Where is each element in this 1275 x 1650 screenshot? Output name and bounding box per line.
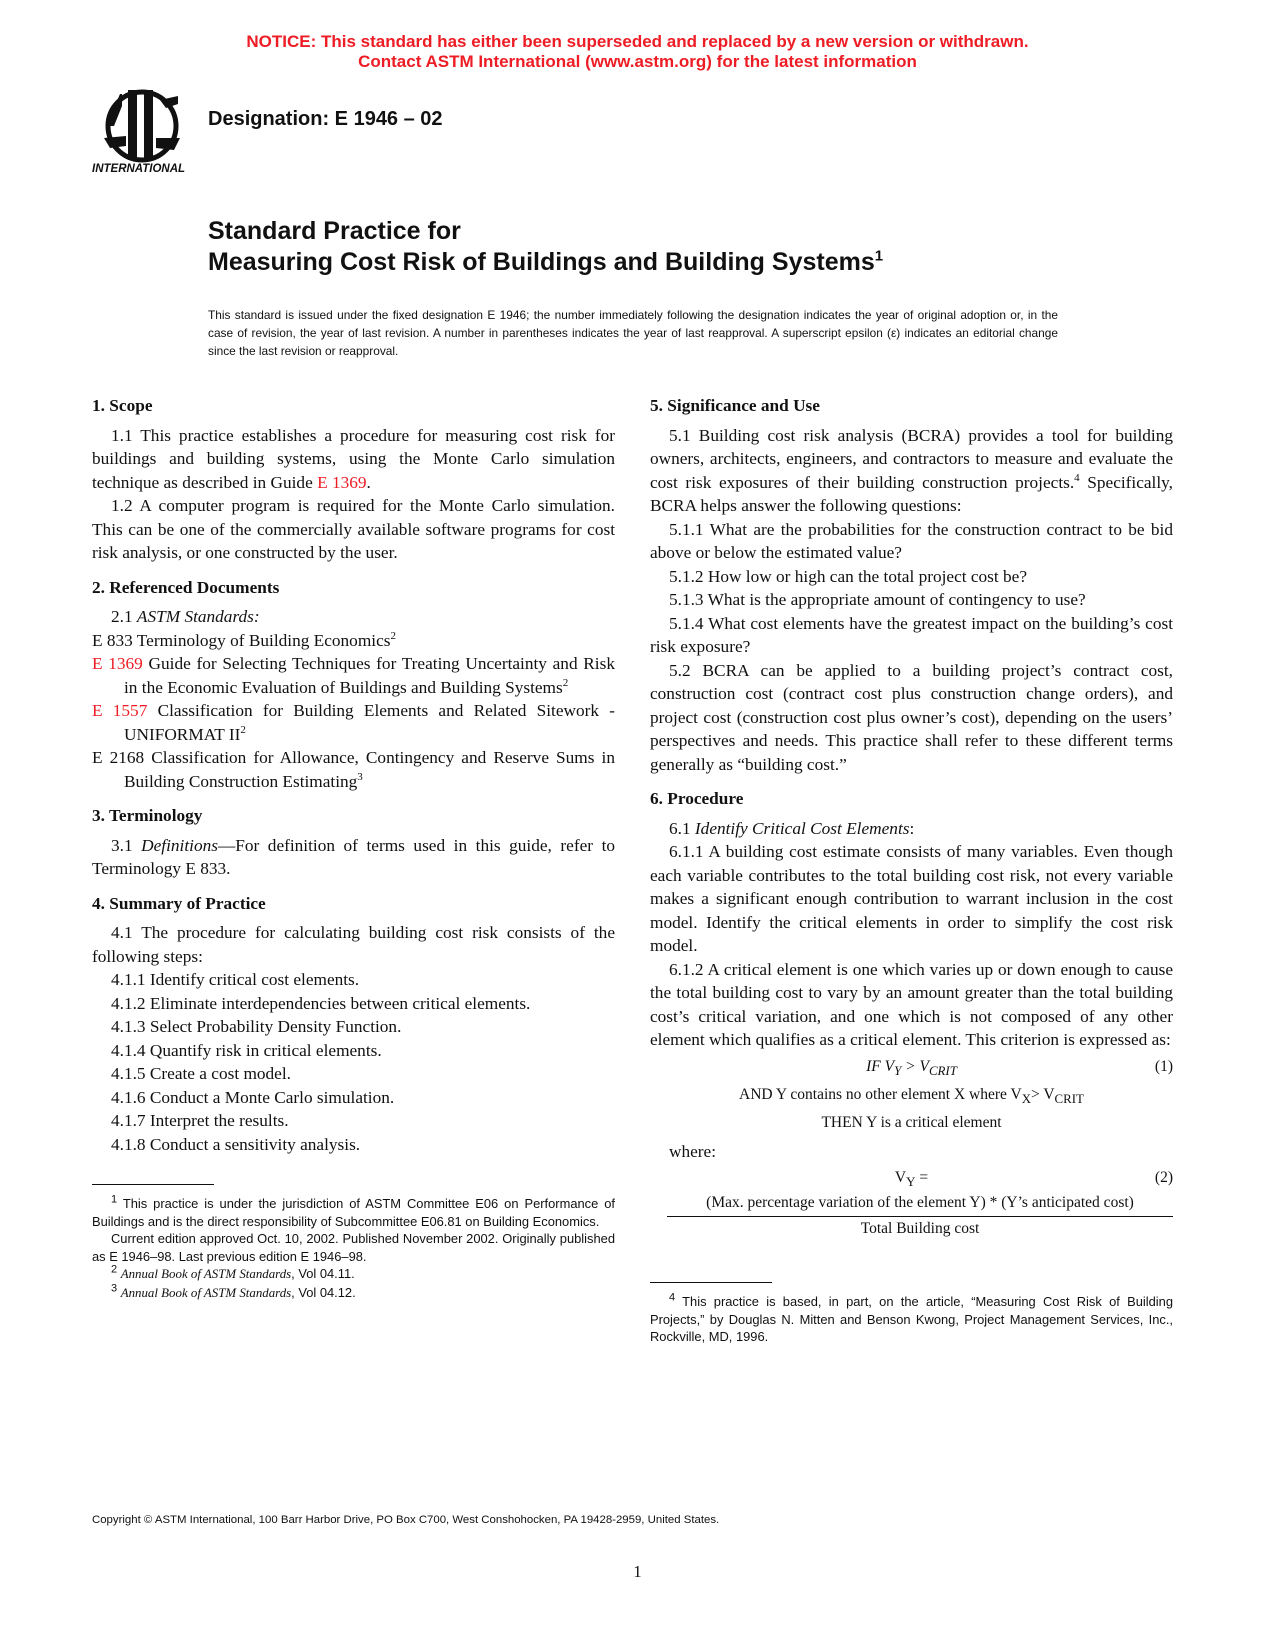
section-5-heading: 5. Significance and Use xyxy=(650,396,820,415)
reference-e2168-text: E 2168 Classification for Allowance, Contingency and Reserve Sums in Building Construction Estimating xyxy=(92,748,615,791)
section-2-1-italic: ASTM Standards: xyxy=(136,607,260,626)
equation-1-line-3 xyxy=(650,1108,1173,1136)
eq2-numerator: (Max. percentage variation of the element Y) * (Y’s anticipated cost) xyxy=(667,1191,1173,1217)
notice-line-2: Contact ASTM International (www.astm.org) for the latest information xyxy=(358,52,917,71)
question-5-1-2: 5.1.2 How low or high can the total project cost be? xyxy=(669,566,1028,586)
section-5-1-text-b: Specifically, BCRA helps answer the following questions: xyxy=(650,472,1173,515)
step-4-1-8: 4.1.8 Conduct a sensitivity analysis. xyxy=(111,1134,361,1154)
footnote-3 xyxy=(92,1284,615,1303)
section-1-1-text: 1.1 This practice establishes a procedure for measuring cost risk for buildings and building systems, using the Monte Carlo simulation technique as described in Guide xyxy=(92,425,615,492)
equation-1-line-2 xyxy=(650,1080,1173,1108)
question-5-1-3: 5.1.3 What is the appropriate amount of contingency to use? xyxy=(669,590,1086,609)
title-footnote-mark: 1 xyxy=(874,247,884,265)
section-1-1-end: . xyxy=(366,472,371,492)
section-5-2: 5.2 BCRA can be applied to a building project’s contract cost, construction cost (contract cost plus construction change orders), and project cost (construction cost plus owner’s cost), depending on the users’ perspectives and needs. This practice shall refer to these different terms generally as “building cost.” xyxy=(650,660,1173,774)
footnote-4 xyxy=(650,1293,1173,1346)
reference-e1369 xyxy=(92,652,615,699)
step-4-1-1: 4.1.1 Identify critical cost elements. xyxy=(111,970,360,989)
footnote-1-mark: 1 xyxy=(111,1193,118,1206)
question-5-1-4: 5.1.4 What cost elements have the greatest impact on the building’s cost risk exposure? xyxy=(650,613,1173,656)
section-6-1-colon: : xyxy=(909,818,915,838)
question-5-1-1: 5.1.1 What are the probabilities for the construction contract to be bid above or below the estimated value? xyxy=(650,519,1173,562)
section-6-1-2: 6.1.2 A critical element is one which varies up or down enough to cause the total building cost to vary by an amount greater than the total building cost’s critical variation, and one which is not composed of any other element which qualifies as a critical element. This criterion is expressed as: xyxy=(650,959,1173,1049)
footnote-2-mark: 2 xyxy=(111,1263,118,1276)
section-3-heading: 3. Terminology xyxy=(92,806,203,825)
footnote-4-text: This practice is based, in part, on the article, “Measuring Cost Risk of Building Projects,” by Douglas N. Mitten and Benson Kwong, Project Management Services, Inc., Rockville, MD, 1996. xyxy=(650,1294,1173,1344)
equation-2-number: (2) xyxy=(1154,1169,1173,1186)
section-3-1-num: 3.1 xyxy=(111,835,142,855)
footnote-2 xyxy=(92,1265,615,1284)
step-4-1-6: 4.1.6 Conduct a Monte Carlo simulation. xyxy=(111,1087,395,1107)
section-1-1 xyxy=(92,424,615,495)
astm-logo-icon xyxy=(92,86,196,182)
eq1-if: IF V xyxy=(866,1057,895,1075)
title-line-2-text: Measuring Cost Risk of Buildings and Building Systems xyxy=(208,248,875,276)
issuance-note: This standard is issued under the fixed designation E 1946; the number immediately following the designation indicates the year of original adoption or, in the case of revision, the year of last revision. A number in parentheses indicates the year of last reapproval. A superscript epsilon (ε) indicates an editorial change since the last revision or reapproval. xyxy=(208,308,1058,358)
section-1-heading: 1. Scope xyxy=(92,396,153,415)
copyright: Copyright © ASTM International, 100 Barr Harbor Drive, PO Box C700, West Conshohocken, PA 19428-2959, United States. xyxy=(92,1514,720,1526)
reference-e833-text: E 833 Terminology of Building Economics xyxy=(92,630,391,650)
equation-1-condition xyxy=(650,1055,1173,1083)
footnote-2-text: , Vol 04.11. xyxy=(291,1266,355,1281)
footnote-3-mark: 3 xyxy=(111,1282,118,1295)
reference-e2168-sup: 3 xyxy=(357,770,363,783)
right-column xyxy=(650,394,1173,1346)
eq1-line2-a: AND Y contains no other element X where V xyxy=(739,1085,1022,1103)
footnote-3-text: , Vol 04.12. xyxy=(291,1284,356,1300)
equation-1-line-2-text xyxy=(650,1083,1173,1111)
eq2-denominator: Total Building cost xyxy=(860,1219,980,1237)
reference-e833-sup: 2 xyxy=(390,629,396,642)
document-title xyxy=(208,216,883,278)
equation-2-fraction xyxy=(667,1191,1173,1240)
footnote-2-italic: Annual Book of ASTM Standards xyxy=(120,1267,292,1281)
equation-1-number: (1) xyxy=(1154,1057,1173,1075)
section-2-heading: 2. Referenced Documents xyxy=(92,577,280,597)
astm-logo xyxy=(92,86,196,182)
link-e1369[interactable]: E 1369 xyxy=(317,472,367,492)
footnote-3-italic: Annual Book of ASTM Standards xyxy=(120,1285,292,1300)
eq1-line2-sub-x: X xyxy=(1021,1090,1032,1106)
eq1-sub-y: Y xyxy=(894,1062,902,1078)
reference-e1557-sup: 2 xyxy=(240,723,246,736)
section-6-1-italic: Identify Critical Cost Elements xyxy=(694,818,910,838)
section-3-1 xyxy=(92,834,615,881)
reference-e1557 xyxy=(92,699,615,746)
section-3-1-text: —For definition of terms used in this guide, refer to Terminology E 833. xyxy=(92,835,616,878)
step-4-1-3: 4.1.3 Select Probability Density Function. xyxy=(111,1017,402,1036)
step-4-1-4: 4.1.4 Quantify risk in critical elements. xyxy=(111,1040,382,1060)
link-e1557-ref[interactable]: E 1557 xyxy=(92,701,148,720)
footnote-1 xyxy=(92,1195,615,1230)
notice-banner xyxy=(0,32,1275,72)
footnote-1-edition: Current edition approved Oct. 10, 2002. Published November 2002. Originally published as E 1946–98. Last previous edition E 1946–98. xyxy=(92,1231,615,1264)
notice-line-1: NOTICE: This standard has either been superseded and replaced by a new version or withdrawn. xyxy=(246,32,1029,51)
reference-e2168 xyxy=(92,746,615,793)
section-3-1-italic: Definitions xyxy=(141,835,218,855)
eq2-eq: = xyxy=(915,1169,929,1186)
section-5-1-text: 5.1 Building cost risk analysis (BCRA) provides a tool for building owners, architects, engineers, and contractors to measure and evaluate the cost risk exposures of their building construction projects. xyxy=(650,425,1173,492)
footnote-divider-right xyxy=(650,1282,772,1283)
eq1-line3: THEN Y is a critical element xyxy=(821,1113,1002,1131)
section-6-1-num: 6.1 xyxy=(669,818,695,838)
designation: Designation: E 1946 – 02 xyxy=(208,108,443,130)
logo-text: INTERNATIONAL xyxy=(92,163,186,175)
equation-2 xyxy=(650,1163,1173,1191)
eq1-sub-crit: CRIT xyxy=(928,1062,957,1078)
reference-e1369-sup: 2 xyxy=(562,676,569,689)
title-line-2 xyxy=(208,247,883,278)
section-5-1 xyxy=(650,424,1173,518)
link-e1369-ref[interactable]: E 1369 xyxy=(92,654,143,673)
section-1-2: 1.2 A computer program is required for the Monte Carlo simulation. This can be one of the commercially available software programs for cost risk analysis, or one constructed by the user. xyxy=(92,496,615,562)
section-4-heading: 4. Summary of Practice xyxy=(92,893,266,913)
section-6-heading: 6. Procedure xyxy=(650,789,744,808)
eq1-gt: > V xyxy=(901,1057,929,1075)
section-6-1 xyxy=(650,817,1173,841)
reference-e833 xyxy=(92,629,615,653)
where-label: where: xyxy=(669,1141,717,1161)
eq2-sub: Y xyxy=(906,1174,916,1190)
eq1-line2-sub-crit: CRIT xyxy=(1054,1090,1084,1106)
reference-e1369-text: Guide for Selecting Techniques for Treating Uncertainty and Risk in the Economic Evaluation of Buildings and Building Systems xyxy=(124,654,615,697)
section-5-1-sup: 4 xyxy=(1074,471,1080,484)
reference-e1557-text: Classification for Building Elements and Related Sitework - UNIFORMAT II xyxy=(124,701,615,744)
section-2-1 xyxy=(92,605,615,629)
footnote-1-text: This practice is under the jurisdiction of ASTM Committee E06 on Performance of Buildings and is the direct responsibility of Subcommittee E06.81 on Building Economics. xyxy=(92,1196,615,1229)
equation-1 xyxy=(650,1052,1173,1080)
eq2-lhs: V xyxy=(894,1169,907,1186)
section-6-1-1: 6.1.1 A building cost estimate consists of many variables. Even though each variable contributes to the total building cost risk, not every variable makes a significant enough contribution to warrant inclusion in the cost model. Identify the critical elements in order to simplify the cost risk model. xyxy=(650,842,1173,955)
footnote-divider-left xyxy=(92,1184,214,1185)
footnote-4-mark: 4 xyxy=(669,1291,676,1304)
step-4-1-5: 4.1.5 Create a cost model. xyxy=(111,1064,291,1083)
step-4-1-7: 4.1.7 Interpret the results. xyxy=(111,1111,289,1130)
section-4-1: 4.1 The procedure for calculating building cost risk consists of the following steps: xyxy=(92,923,615,966)
section-2-1-num: 2.1 xyxy=(111,607,137,626)
eq1-line2-b: > V xyxy=(1031,1085,1055,1103)
left-column xyxy=(92,394,615,1302)
page-number: 1 xyxy=(633,1562,642,1581)
equation-2-lhs xyxy=(650,1166,1173,1194)
step-4-1-2: 4.1.2 Eliminate interdependencies between critical elements. xyxy=(111,993,531,1013)
title-line-1: Standard Practice for xyxy=(208,217,461,245)
